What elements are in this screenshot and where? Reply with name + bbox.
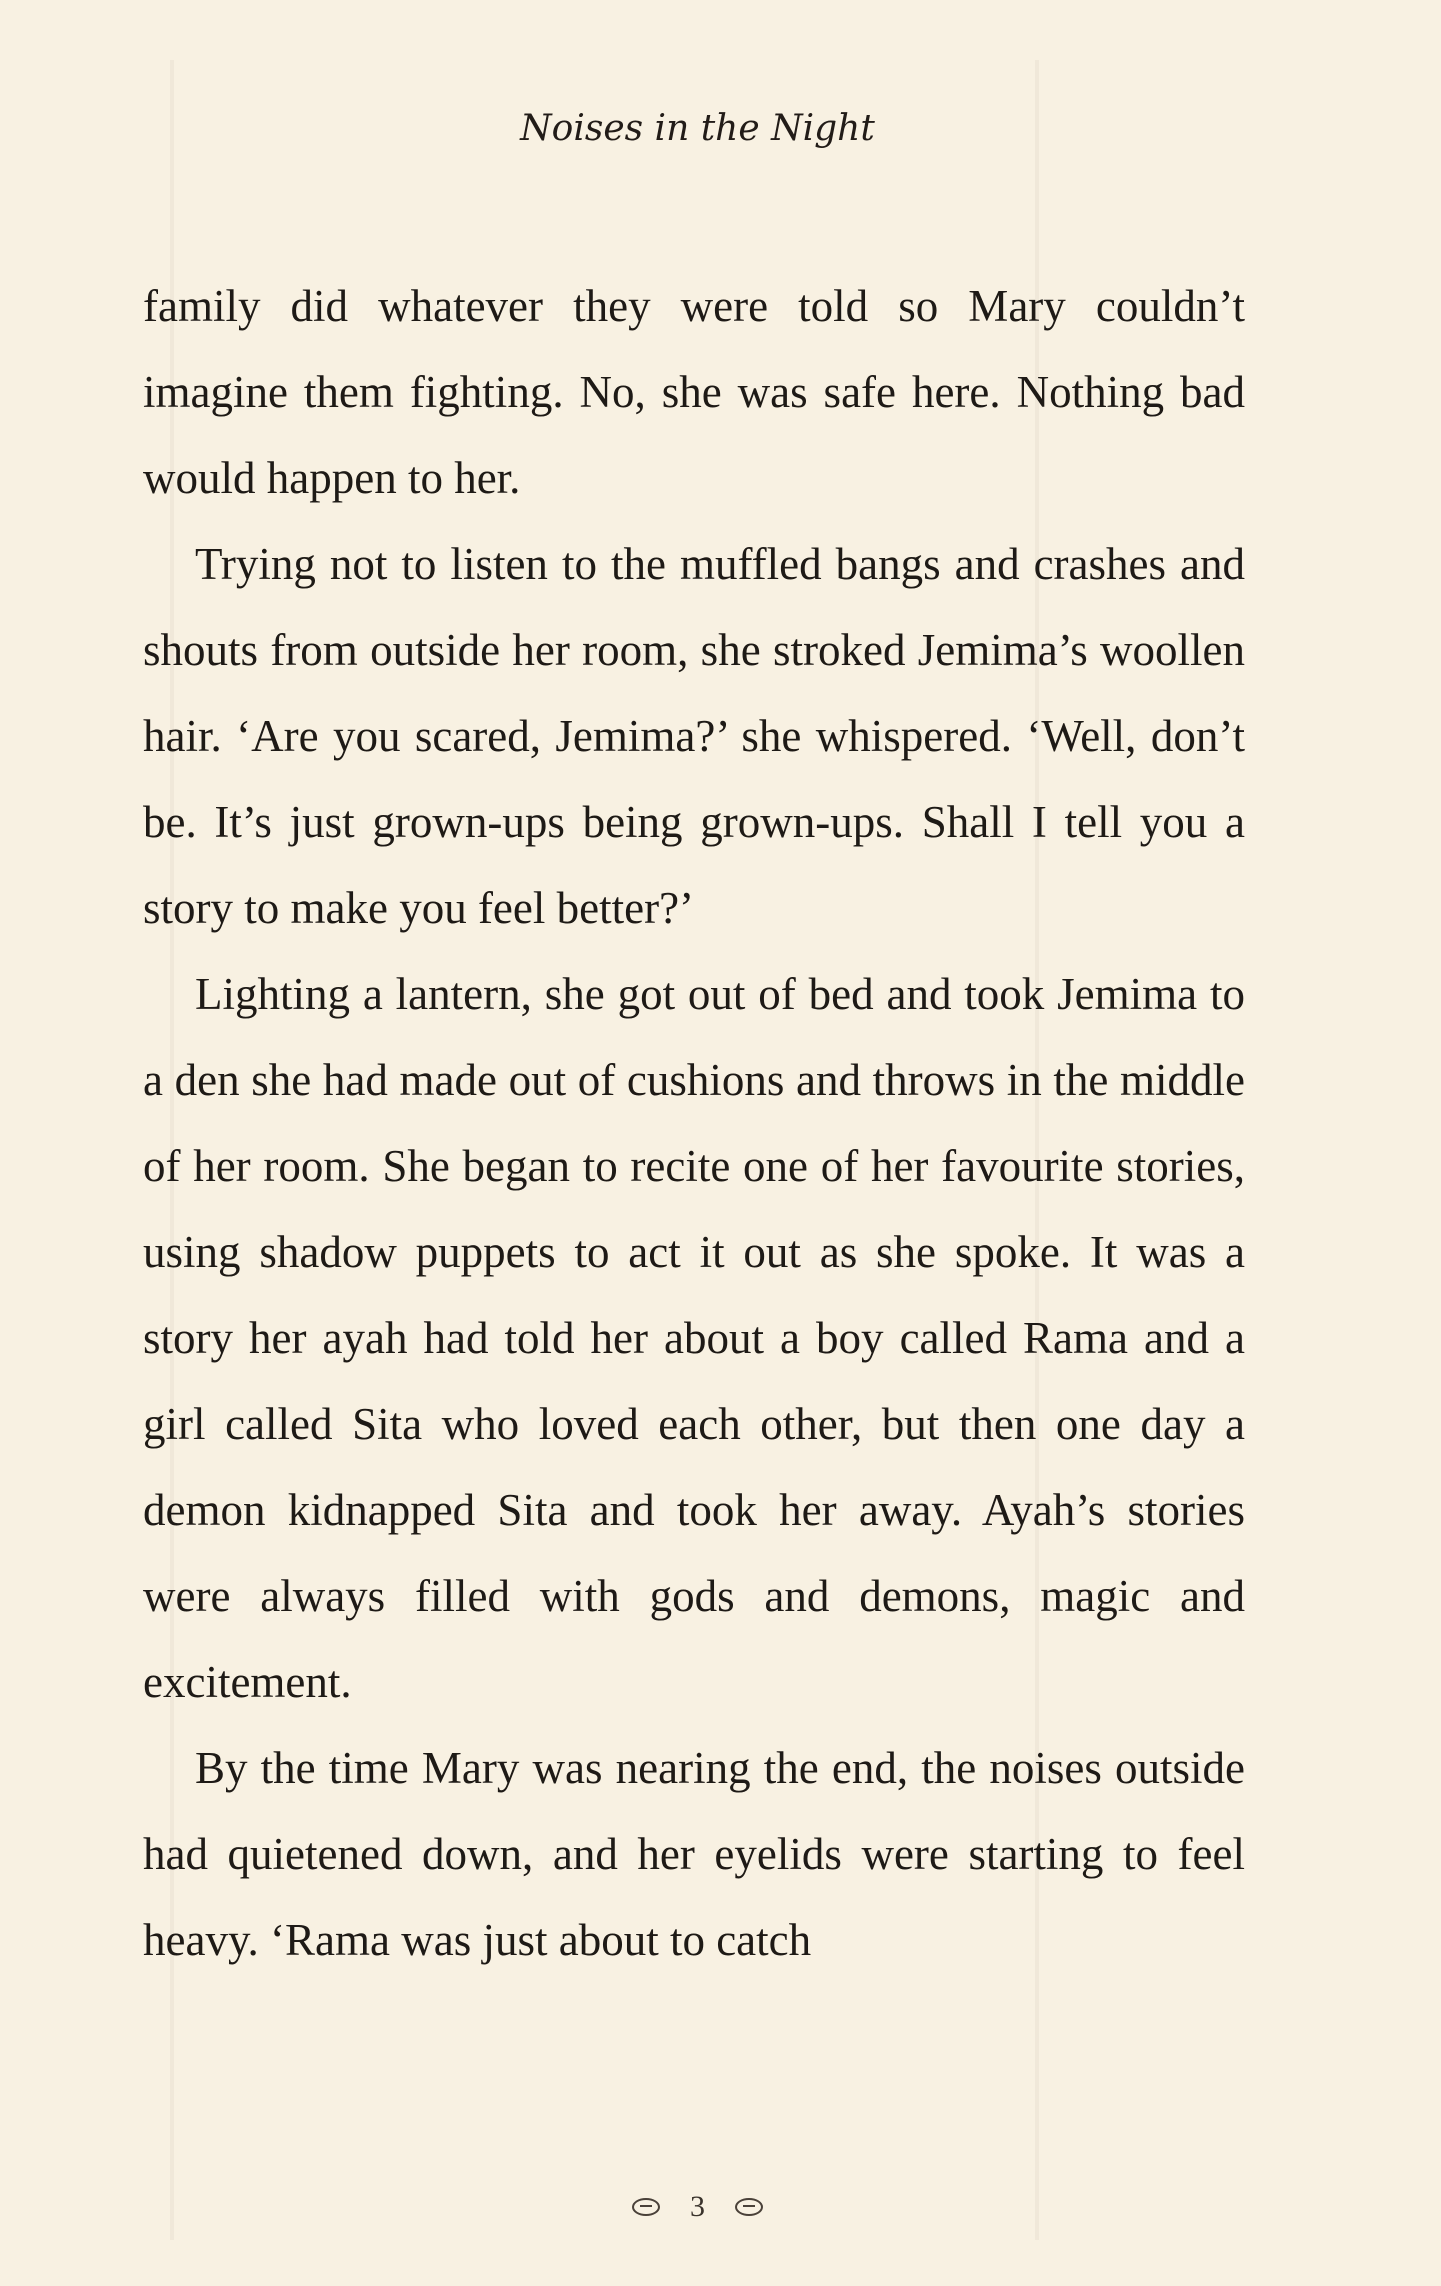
paragraph: Trying not to listen to the muffled bangs and crashes and shouts from outside her room, she stroked Jemima’s woollen hair. ‘Are you scared, Jemima?’ she whispered. ‘Well, don’t be. It’s just grown-ups being grown-ups. Shall I tell you a story to make you feel better?’ [143,539,1245,933]
page-number: 3 [690,2190,705,2223]
body-text [143,263,1245,1983]
page-footer [0,2190,1395,2224]
paragraph: family did whatever they were told so Mary couldn’t imagine them fighting. No, she was safe here. Nothing bad would happen to her. [143,281,1245,503]
eye-ornament-icon [735,2198,763,2216]
paragraph: By the time Mary was nearing the end, the noises outside had quietened down, and her eyelids were starting to feel heavy. ‘Rama was just about to catch [143,1743,1245,1965]
eye-ornament-icon [632,2198,660,2216]
paragraph: Lighting a lantern, she got out of bed and took Jemima to a den she had made out of cushions and throws in the middle of her room. She began to recite one of her favourite stories, using shadow puppets to act it out as she spoke. It was a story her ayah had told her about a boy called Rama and a girl called Sita who loved each other, but then one day a demon kidnapped Sita and took her away. Ayah’s stories were always filled with gods and demons, magic and excitement. [143,969,1245,1707]
running-header: Noises in the Night [520,108,875,149]
